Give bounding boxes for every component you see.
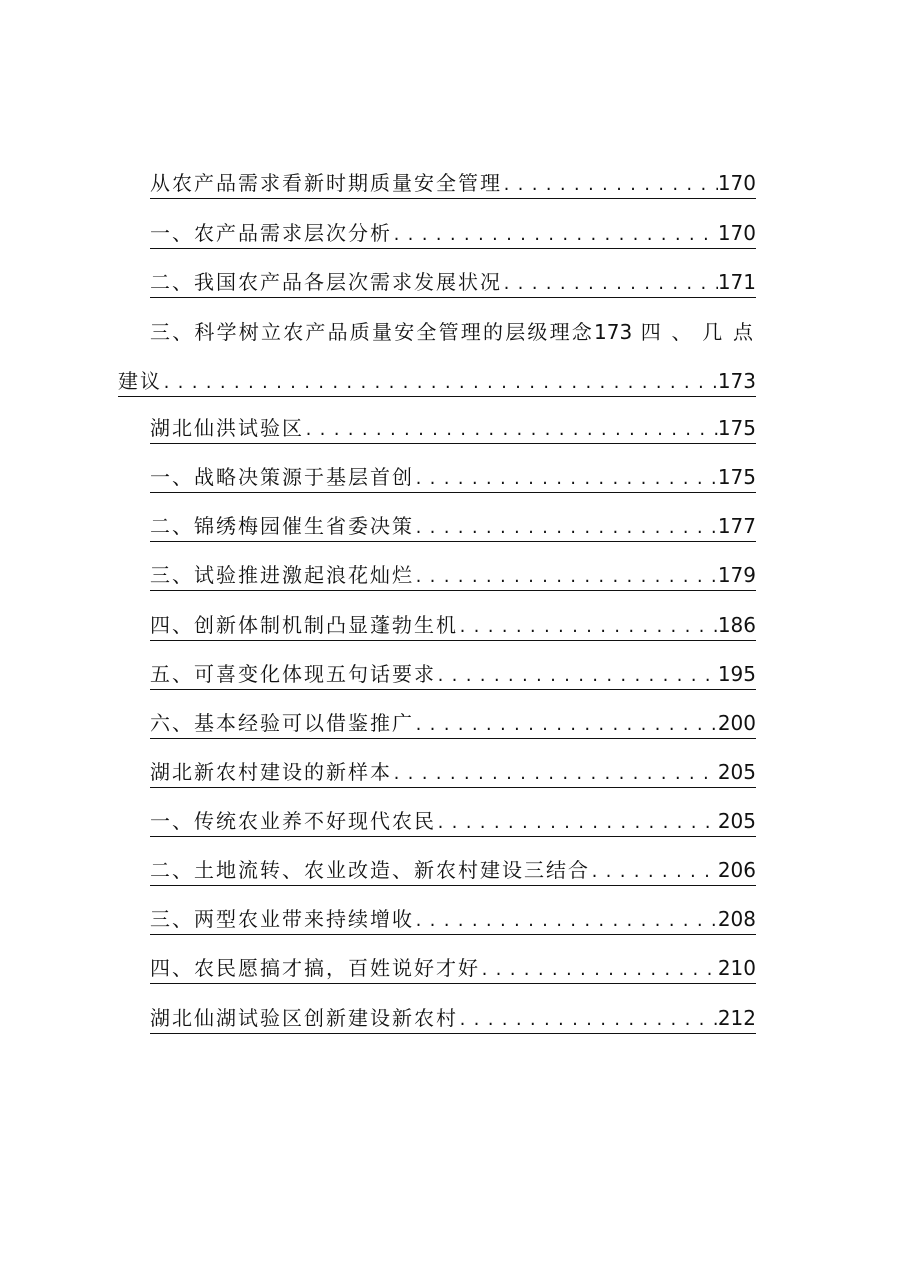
toc-entry-page: 179 bbox=[717, 563, 756, 587]
toc-entry-title: 三、试验推进激起浪花灿烂 bbox=[150, 563, 414, 587]
toc-entry-title: 湖北仙湖试验区创新建设新农村 bbox=[150, 1006, 458, 1030]
toc-entry-title: 六、基本经验可以借鉴推广 bbox=[150, 711, 414, 735]
toc-entry-page: 210 bbox=[717, 956, 756, 980]
toc-entry-title: 二、锦绣梅园催生省委决策 bbox=[150, 514, 414, 538]
toc-dot-leader bbox=[414, 906, 718, 936]
toc-entry-page: 186 bbox=[717, 613, 756, 637]
toc-entry-title: 一、传统农业养不好现代农民 bbox=[150, 809, 436, 833]
toc-entry-title: 一、农产品需求层次分析 bbox=[150, 221, 392, 245]
toc-dot-leader bbox=[436, 661, 718, 691]
toc-entry[interactable] bbox=[150, 218, 756, 249]
toc-entry[interactable] bbox=[150, 1003, 756, 1034]
toc-dot-leader bbox=[502, 269, 718, 299]
toc-dot-leader bbox=[392, 759, 718, 789]
toc-entry[interactable] bbox=[150, 953, 756, 984]
toc-dot-leader bbox=[458, 612, 718, 642]
toc-entry-page: 177 bbox=[717, 514, 756, 538]
toc-entry[interactable] bbox=[150, 462, 756, 493]
toc-entry-page: 205 bbox=[717, 760, 756, 784]
toc-dot-leader bbox=[480, 955, 718, 985]
toc-entry[interactable] bbox=[150, 904, 756, 935]
toc-dot-leader bbox=[304, 415, 718, 445]
toc-dot-leader bbox=[414, 513, 718, 543]
toc-entry-page: 175 bbox=[717, 416, 756, 440]
toc-entry[interactable] bbox=[150, 610, 756, 641]
toc-entry-title: 三、科学树立农产品质量安全管理的层级理念 bbox=[150, 320, 594, 344]
toc-entry[interactable] bbox=[150, 267, 756, 298]
toc-dot-leader bbox=[436, 808, 718, 838]
toc-entry-page: 212 bbox=[717, 1006, 756, 1030]
toc-entry[interactable] bbox=[150, 855, 756, 886]
toc-entry-title: 三、两型农业带来持续增收 bbox=[150, 907, 414, 931]
toc-entry[interactable] bbox=[150, 659, 756, 690]
toc-dot-leader bbox=[392, 220, 718, 250]
toc-entry-title-continuation: 四 、 几 点 bbox=[632, 320, 756, 344]
toc-entry-page: 173 bbox=[594, 320, 633, 344]
toc-dot-leader bbox=[162, 368, 718, 398]
toc-entry[interactable] bbox=[150, 806, 756, 837]
toc-entry-page: 170 bbox=[717, 221, 756, 245]
toc-wrapped-entry-line-2[interactable] bbox=[118, 366, 756, 397]
toc-entry-title: 四、创新体制机制凸显蓬勃生机 bbox=[150, 613, 458, 637]
toc-entry-title: 四、农民愿搞才搞，百姓说好才好 bbox=[150, 956, 480, 980]
toc-entry[interactable] bbox=[150, 511, 756, 542]
toc-dot-leader bbox=[414, 710, 718, 740]
toc-entry-page: 175 bbox=[717, 465, 756, 489]
toc-entry-page: 200 bbox=[717, 711, 756, 735]
toc-entry-page: 208 bbox=[717, 907, 756, 931]
toc-entry-title: 建议 bbox=[118, 369, 162, 393]
toc-dot-leader bbox=[502, 170, 718, 200]
toc-entry[interactable] bbox=[150, 413, 756, 444]
toc-entry-title: 一、战略决策源于基层首创 bbox=[150, 465, 414, 489]
toc-entry-title: 从农产品需求看新时期质量安全管理 bbox=[150, 171, 502, 195]
toc-wrapped-entry-line-1[interactable] bbox=[150, 317, 810, 347]
toc-entry[interactable] bbox=[150, 560, 756, 591]
toc-dot-leader bbox=[414, 562, 718, 592]
toc-entry[interactable] bbox=[150, 168, 756, 199]
toc-dot-leader bbox=[458, 1005, 718, 1035]
toc-entry-title: 湖北仙洪试验区 bbox=[150, 416, 304, 440]
toc-dot-leader bbox=[414, 464, 718, 494]
toc-entry-page: 171 bbox=[717, 270, 756, 294]
toc-entry-page: 195 bbox=[717, 662, 756, 686]
toc-entry-title: 二、我国农产品各层次需求发展状况 bbox=[150, 270, 502, 294]
toc-entry-title: 五、可喜变化体现五句话要求 bbox=[150, 662, 436, 686]
toc-entry-page: 170 bbox=[717, 171, 756, 195]
toc-entry-page: 206 bbox=[717, 858, 756, 882]
toc-entry-title: 湖北新农村建设的新样本 bbox=[150, 760, 392, 784]
toc-entry-page: 173 bbox=[717, 369, 756, 393]
toc-entry[interactable] bbox=[150, 708, 756, 739]
toc-entry-page: 205 bbox=[717, 809, 756, 833]
toc-entry[interactable] bbox=[150, 757, 756, 788]
toc-dot-leader bbox=[590, 857, 718, 887]
toc-entry-title: 二、土地流转、农业改造、新农村建设三结合 bbox=[150, 858, 590, 882]
